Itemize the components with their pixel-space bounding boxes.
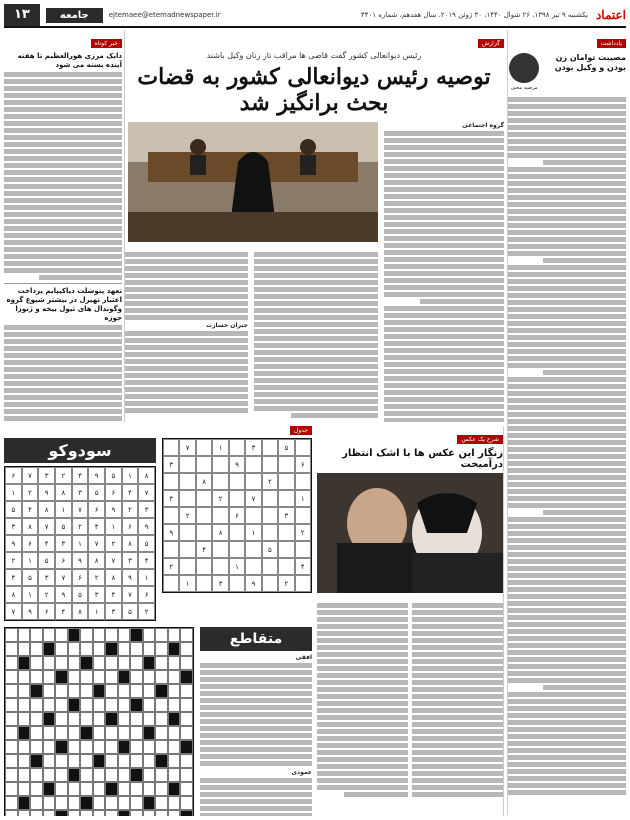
puzzles-section — [4, 426, 312, 816]
sudoku-grid-right[interactable]: ۵ ۳ ۱ ۷ ۶ ۹ ۳ ۲ ۸ ۱ ۷ ۲ ۴ ۳ ۶ ۲ ۲ ۱ ۸ ۹ ۵ ۴ ۴ ۱ ۲ ۲ ۹ ۳ ۱ — [162, 438, 312, 593]
sudoku-grid-left[interactable]: ۸ ۱ ۵ ۹ ۴ ۲ ۳ ۷ ۶ ۷ ۴ ۶ ۵ ۳ ۸ ۹ ۲ ۱ ۳ ۲ ۹ ۶ ۷ ۱ ۸ ۴ ۵ ۹ ۶ ۱ ۴ ۲ ۵ ۷ ۸ ۳ ۵ ۸ ۲ ۷ ۱ ۳ ۴ ۶ ۹ ۴ ۳ ۷ ۸ ۹ ۶ ۵ ۱ ۲ ۱ ۹ ۸ ۲ ۶ ۷ ۳ ۵ ۴ ۶ ۷ ۴ ۳ ۵ ۹ ۲ ۱ ۸ ۲ ۵ ۳ ۱ ۸ ۴ ۶ ۹ ۷ — [4, 466, 156, 621]
page-header — [4, 4, 626, 28]
main-story — [124, 30, 504, 422]
main-kicker: گزارش — [478, 39, 504, 48]
photo-story — [317, 426, 504, 816]
short-news-title-1: دایک مرزی هورالعظیم تا هفته آینده بسته می شود — [17, 52, 122, 69]
photo-story-kicker: شرح یک عکس — [457, 435, 503, 444]
main-headline: توصیه رئیس دیوانعالی کشور به قضات بحث برانگیز شد — [137, 64, 491, 116]
sudoku-puzzle — [162, 438, 312, 621]
issue-date: یکشنبه ۹ تیر ۱۳۹۸، ۲۶ شوال ۱۴۴۰، ۳۰ ژوئن ۲۰۱۹، سال هفدهم، شماره ۴۴۰۱ — [360, 11, 588, 19]
crossword-grid[interactable] — [4, 627, 194, 816]
main-subhead: جبران خسارت — [206, 322, 248, 329]
down-label: عمودی — [291, 769, 312, 776]
sudoku-title: سودوکو — [4, 438, 156, 463]
opinion-title: مصیبت توامان زن بودن و وکیل بودن — [554, 53, 626, 72]
short-news-column — [4, 30, 125, 422]
photo-story-title: زنگار این عکس ها با اشک انتظار درآمیخت — [342, 448, 503, 470]
author-avatar — [509, 53, 539, 83]
courtroom-photo — [128, 122, 378, 242]
short-news-kicker: خبر کوتاه — [91, 39, 122, 48]
across-label: افقی — [295, 654, 312, 661]
short-news-title-2: تعهد پتوسلت دیاکیپایم پرداخت اعتبار تهیرل در بیشتر شیوع گروه وگوندال های تیول بیخه و ژنوزا حوزه — [6, 287, 122, 322]
section-email: ejtemaee@etemadnewspaper.ir — [108, 11, 221, 19]
page-number: ۱۳ — [4, 4, 40, 26]
opinion-column — [507, 30, 626, 815]
puzzles-kicker: جدول — [290, 426, 312, 435]
mourning-photo — [317, 473, 503, 593]
main-byline: گروه اجتماعی — [462, 122, 504, 129]
crossword-title: متقاطع — [200, 627, 312, 651]
newspaper-logo: اعتماد — [595, 8, 626, 22]
opinion-author: مرضیه محبی — [510, 85, 538, 91]
section-name: جامعه — [46, 8, 103, 23]
opinion-kicker: یادداشت — [597, 39, 626, 48]
opinion-body — [508, 97, 626, 795]
main-subtitle: رئیس دیوانعالی کشور گفت قاضی ها مراقب تاز زنان وکیل باشند — [206, 51, 422, 60]
